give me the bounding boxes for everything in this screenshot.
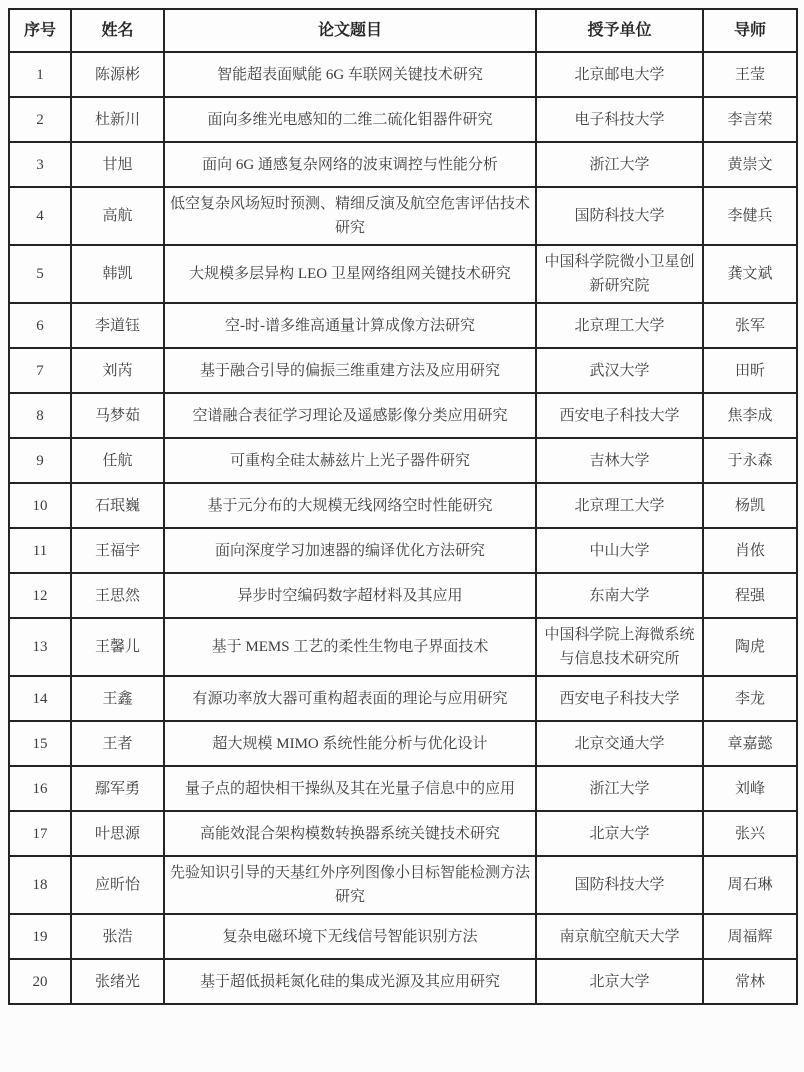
table-row: [9, 245, 797, 303]
table-row: [9, 811, 797, 856]
cell-title: 面向深度学习加速器的编译优化方法研究: [164, 528, 536, 573]
cell-title: 异步时空编码数字超材料及其应用: [164, 573, 536, 618]
cell-index: 13: [9, 618, 71, 676]
cell-title: 智能超表面赋能 6G 车联网关键技术研究: [164, 52, 536, 97]
cell-institution: 中山大学: [536, 528, 703, 573]
col-header-title: 论文题目: [164, 9, 536, 52]
cell-name: 王者: [71, 721, 164, 766]
cell-name: 叶思源: [71, 811, 164, 856]
cell-advisor: 张军: [703, 303, 797, 348]
cell-name: 高航: [71, 187, 164, 245]
table-row: [9, 856, 797, 914]
cell-title: 基于 MEMS 工艺的柔性生物电子界面技术: [164, 618, 536, 676]
cell-advisor: 张兴: [703, 811, 797, 856]
table-row: [9, 573, 797, 618]
cell-institution: 南京航空航天大学: [536, 914, 703, 959]
cell-name: 李道钰: [71, 303, 164, 348]
cell-name: 王鑫: [71, 676, 164, 721]
cell-name: 甘旭: [71, 142, 164, 187]
cell-title: 面向多维光电感知的二维二硫化钼器件研究: [164, 97, 536, 142]
table-row: [9, 303, 797, 348]
cell-title: 空谱融合表征学习理论及遥感影像分类应用研究: [164, 393, 536, 438]
cell-advisor: 陶虎: [703, 618, 797, 676]
table-row: [9, 187, 797, 245]
cell-institution: 浙江大学: [536, 142, 703, 187]
cell-institution: 西安电子科技大学: [536, 676, 703, 721]
cell-index: 19: [9, 914, 71, 959]
thesis-table: [8, 8, 798, 1005]
cell-index: 1: [9, 52, 71, 97]
cell-institution: 国防科技大学: [536, 856, 703, 914]
cell-name: 陈源彬: [71, 52, 164, 97]
cell-index: 12: [9, 573, 71, 618]
cell-index: 10: [9, 483, 71, 528]
table-row: [9, 676, 797, 721]
cell-title: 面向 6G 通感复杂网络的波束调控与性能分析: [164, 142, 536, 187]
table-row: [9, 959, 797, 1004]
cell-name: 马梦茹: [71, 393, 164, 438]
cell-title: 可重构全硅太赫兹片上光子器件研究: [164, 438, 536, 483]
cell-title: 先验知识引导的天基红外序列图像小目标智能检测方法研究: [164, 856, 536, 914]
cell-institution: 北京大学: [536, 811, 703, 856]
cell-title: 基于融合引导的偏振三维重建方法及应用研究: [164, 348, 536, 393]
cell-index: 20: [9, 959, 71, 1004]
cell-name: 鄢军勇: [71, 766, 164, 811]
cell-index: 15: [9, 721, 71, 766]
cell-index: 7: [9, 348, 71, 393]
cell-index: 17: [9, 811, 71, 856]
cell-advisor: 王莹: [703, 52, 797, 97]
cell-advisor: 田昕: [703, 348, 797, 393]
table-row: [9, 142, 797, 187]
cell-title: 基于超低损耗氮化硅的集成光源及其应用研究: [164, 959, 536, 1004]
cell-institution: 北京理工大学: [536, 483, 703, 528]
cell-name: 石珉巍: [71, 483, 164, 528]
cell-institution: 中国科学院上海微系统与信息技术研究所: [536, 618, 703, 676]
cell-title: 低空复杂风场短时预测、精细反演及航空危害评估技术研究: [164, 187, 536, 245]
cell-index: 2: [9, 97, 71, 142]
cell-advisor: 刘峰: [703, 766, 797, 811]
col-header-index: 序号: [9, 9, 71, 52]
cell-name: 刘芮: [71, 348, 164, 393]
cell-title: 有源功率放大器可重构超表面的理论与应用研究: [164, 676, 536, 721]
table-row: [9, 97, 797, 142]
table-row: [9, 914, 797, 959]
cell-advisor: 龚文斌: [703, 245, 797, 303]
cell-index: 3: [9, 142, 71, 187]
table-row: [9, 393, 797, 438]
cell-title: 大规模多层异构 LEO 卫星网络组网关键技术研究: [164, 245, 536, 303]
cell-advisor: 常林: [703, 959, 797, 1004]
cell-title: 高能效混合架构模数转换器系统关键技术研究: [164, 811, 536, 856]
cell-title: 超大规模 MIMO 系统性能分析与优化设计: [164, 721, 536, 766]
col-header-institution: 授予单位: [536, 9, 703, 52]
cell-institution: 北京邮电大学: [536, 52, 703, 97]
cell-index: 18: [9, 856, 71, 914]
cell-institution: 中国科学院微小卫星创新研究院: [536, 245, 703, 303]
table-row: [9, 348, 797, 393]
cell-name: 张绪光: [71, 959, 164, 1004]
cell-name: 王福宇: [71, 528, 164, 573]
table-row: [9, 766, 797, 811]
cell-advisor: 于永森: [703, 438, 797, 483]
cell-name: 应昕怡: [71, 856, 164, 914]
cell-institution: 吉林大学: [536, 438, 703, 483]
cell-index: 11: [9, 528, 71, 573]
table-row: [9, 438, 797, 483]
cell-institution: 电子科技大学: [536, 97, 703, 142]
cell-advisor: 杨凯: [703, 483, 797, 528]
cell-advisor: 周石琳: [703, 856, 797, 914]
cell-title: 基于元分布的大规模无线网络空时性能研究: [164, 483, 536, 528]
col-header-name: 姓名: [71, 9, 164, 52]
cell-advisor: 肖侬: [703, 528, 797, 573]
cell-title: 空-时-谱多维高通量计算成像方法研究: [164, 303, 536, 348]
cell-name: 张浩: [71, 914, 164, 959]
col-header-advisor: 导师: [703, 9, 797, 52]
cell-name: 王思然: [71, 573, 164, 618]
cell-index: 6: [9, 303, 71, 348]
cell-advisor: 李言荣: [703, 97, 797, 142]
cell-title: 复杂电磁环境下无线信号智能识别方法: [164, 914, 536, 959]
cell-institution: 国防科技大学: [536, 187, 703, 245]
table-row: [9, 52, 797, 97]
header-row: [9, 9, 797, 52]
cell-institution: 浙江大学: [536, 766, 703, 811]
cell-index: 5: [9, 245, 71, 303]
table-row: [9, 618, 797, 676]
cell-institution: 北京理工大学: [536, 303, 703, 348]
cell-institution: 北京大学: [536, 959, 703, 1004]
cell-advisor: 章嘉懿: [703, 721, 797, 766]
cell-name: 杜新川: [71, 97, 164, 142]
cell-name: 韩凯: [71, 245, 164, 303]
cell-institution: 北京交通大学: [536, 721, 703, 766]
cell-index: 14: [9, 676, 71, 721]
cell-advisor: 李健兵: [703, 187, 797, 245]
table-row: [9, 483, 797, 528]
cell-advisor: 焦李成: [703, 393, 797, 438]
cell-institution: 西安电子科技大学: [536, 393, 703, 438]
cell-institution: 武汉大学: [536, 348, 703, 393]
cell-index: 4: [9, 187, 71, 245]
cell-advisor: 周福辉: [703, 914, 797, 959]
table-row: [9, 528, 797, 573]
cell-index: 8: [9, 393, 71, 438]
cell-title: 量子点的超快相干操纵及其在光量子信息中的应用: [164, 766, 536, 811]
cell-index: 16: [9, 766, 71, 811]
cell-advisor: 李龙: [703, 676, 797, 721]
cell-name: 王馨儿: [71, 618, 164, 676]
cell-advisor: 程强: [703, 573, 797, 618]
cell-name: 任航: [71, 438, 164, 483]
cell-institution: 东南大学: [536, 573, 703, 618]
table-row: [9, 721, 797, 766]
cell-advisor: 黄崇文: [703, 142, 797, 187]
cell-index: 9: [9, 438, 71, 483]
